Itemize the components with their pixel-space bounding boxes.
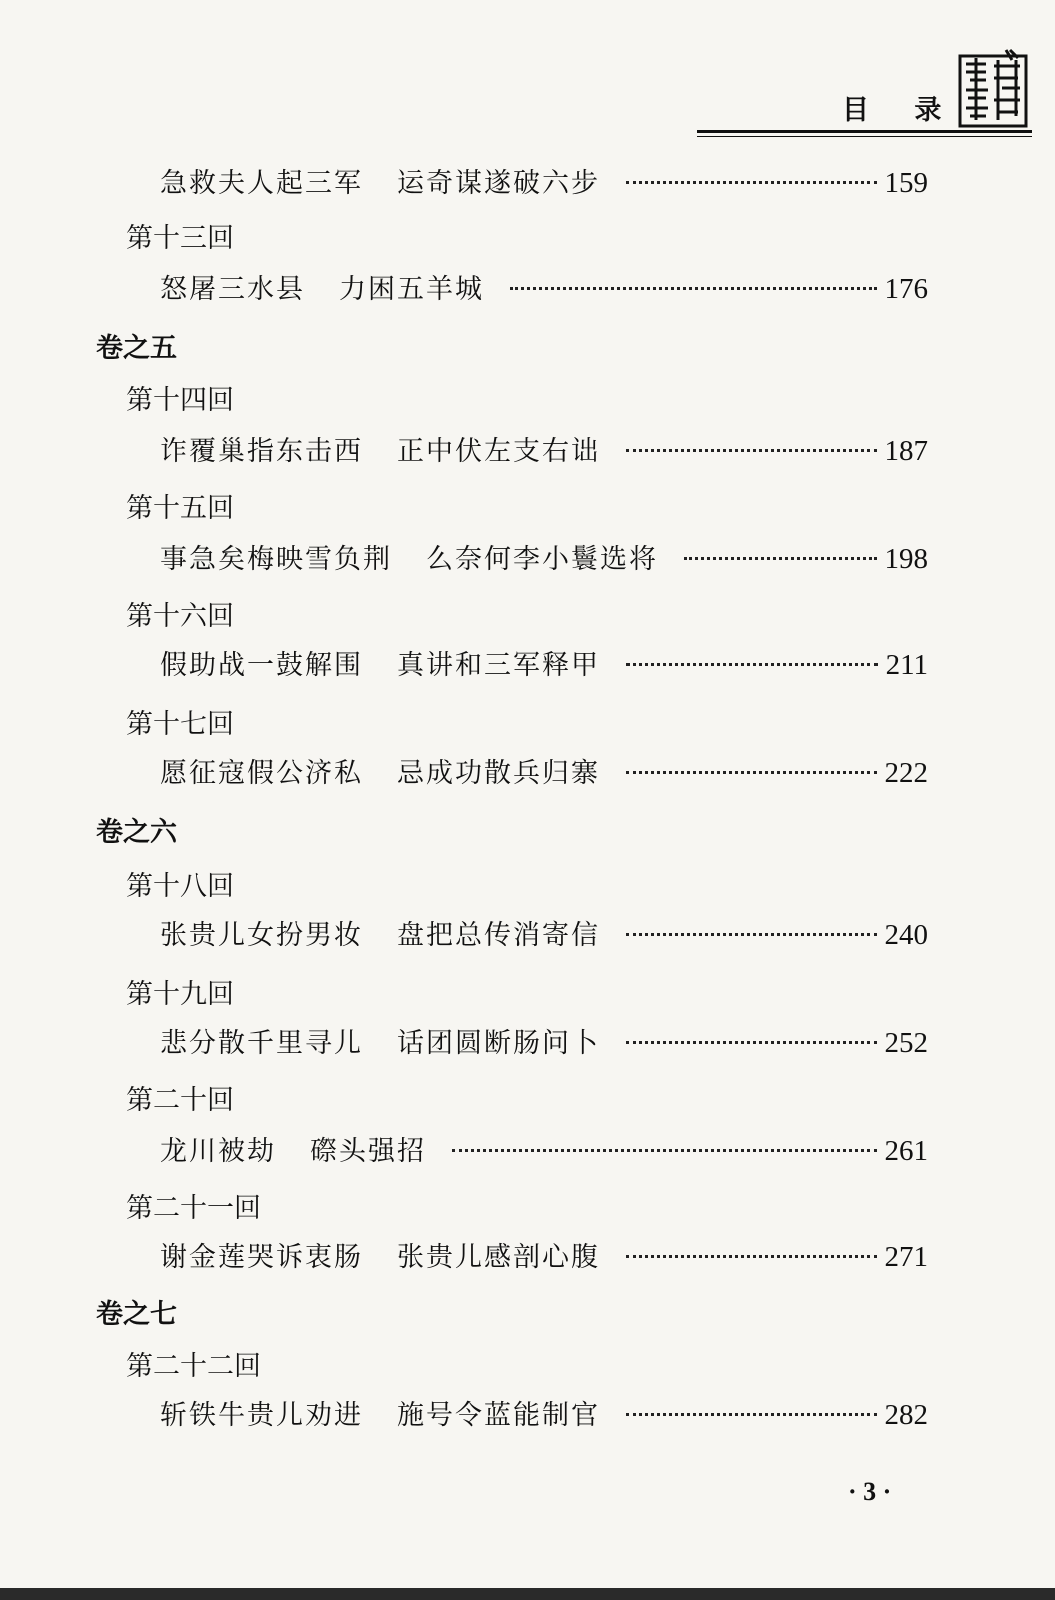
toc-entry [160,1128,928,1174]
chapter-heading: 第十六回 [126,601,234,632]
entry-title-right: 磜头强招 [310,1136,426,1167]
toc-entry [160,1020,928,1066]
toc-entry [160,266,928,312]
dot-leader [626,933,877,936]
entry-page-number: 211 [885,649,928,681]
entry-title-right: 力困五羊城 [339,274,484,305]
entry-title-left: 诈覆巢指东击西 [160,436,363,467]
entry-page-number: 282 [884,1399,928,1431]
chapter-heading: 第二十二回 [126,1351,261,1382]
dot-leader [626,1255,877,1258]
entry-title-right: 正中伏左支右诎 [397,436,600,467]
toc-entry [160,160,928,206]
entry-title-right: 么奈何李小鬟选将 [426,544,658,575]
dot-leader [626,1413,877,1416]
chapter-heading: 第十九回 [126,979,234,1010]
toc-entry [160,750,928,796]
toc-entry [160,536,928,582]
entry-title-right: 张贵儿感剖心腹 [397,1242,600,1273]
volume-heading: 卷之七 [96,1299,177,1330]
entry-title-left: 愿征寇假公济私 [160,758,363,789]
volume-heading: 卷之六 [96,817,177,848]
dot-leader [510,287,877,290]
entry-title-left: 怒屠三水县 [160,274,305,305]
dot-leader [626,1041,877,1044]
dot-leader [684,557,877,560]
toc-entry [160,912,928,958]
entry-page-number: 198 [884,543,928,575]
entry-title-left: 事急矣梅映雪负荆 [160,544,392,575]
chapter-heading: 第十七回 [126,709,234,740]
entry-title-left: 斩铁牛贵儿劝进 [160,1400,363,1431]
entry-page-number: 271 [884,1241,928,1273]
entry-title-right: 盘把总传消寄信 [397,920,600,951]
chapter-heading: 第二十回 [126,1085,234,1116]
entry-page-number: 187 [884,435,928,467]
entry-page-number: 222 [884,757,928,789]
chapter-heading: 第十四回 [126,385,234,416]
entry-page-number: 240 [884,919,928,951]
entry-title-right: 话团圆断肠问卜 [397,1028,600,1059]
toc-entry [160,642,928,688]
dot-leader [452,1149,877,1152]
entry-title-right: 运奇谋遂破六步 [397,168,600,199]
dot-leader [626,771,877,774]
toc-entry [160,1392,928,1438]
scan-edge [0,1588,1055,1600]
entry-title-left: 悲分散千里寻儿 [160,1028,363,1059]
entry-page-number: 159 [884,167,928,199]
chapter-heading: 第十八回 [126,871,234,902]
chapter-heading: 第二十一回 [126,1193,261,1224]
header-rule-thin [697,136,1032,137]
header-title: 目 录 [842,95,960,126]
dot-leader [626,449,877,452]
header-rule [697,130,1032,133]
entry-title-right: 真讲和三军释甲 [397,650,600,681]
entry-page-number: 176 [884,273,928,305]
chapter-heading: 第十五回 [126,493,234,524]
entry-title-left: 假助战一鼓解围 [160,650,363,681]
entry-title-left: 张贵儿女扮男妆 [160,920,363,951]
volume-heading: 卷之五 [96,333,177,364]
entry-title-right: 忌成功散兵归寨 [397,758,600,789]
entry-title-left: 龙川被劫 [160,1136,276,1167]
dot-leader [626,663,878,666]
entry-page-number: 252 [884,1027,928,1059]
toc-entry [160,428,928,474]
seal-stamp-icon [958,48,1028,128]
page-number: · 3 · [848,1477,892,1506]
dot-leader [626,181,877,184]
entry-title-right: 施号令蓝能制官 [397,1400,600,1431]
entry-title-left: 谢金莲哭诉衷肠 [160,1242,363,1273]
entry-title-left: 急救夫人起三军 [160,168,363,199]
toc-entry [160,1234,928,1280]
chapter-heading: 第十三回 [126,223,234,254]
entry-page-number: 261 [884,1135,928,1167]
